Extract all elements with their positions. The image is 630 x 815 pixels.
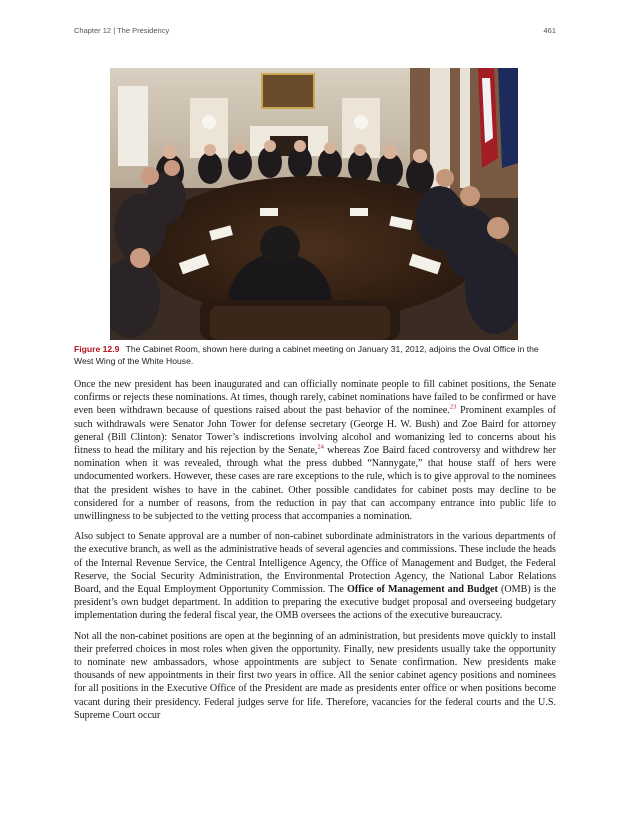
paragraph-1-part-a: Once the new president has been inaugurated and can officially nominate people to fill cabinet positions, the Senate confirms or rejects these nominations. At times, though rarely, cabinet nominations have failed to be confirmed or have even been withdrawn because of questions raised about the past behavior of the nominee. bbox=[74, 379, 556, 417]
chapter-title: Chapter 12 | The Presidency bbox=[74, 26, 170, 35]
page-number: 461 bbox=[543, 26, 556, 35]
paragraph-1-part-c: whereas Zoe Baird faced controversy and withdrew her nomination when it was revealed, through what the press dubbed “Nannygate,” that house staff of hers were undocumented workers. However, these cases are rare exceptions to the rule, which is to give approval to the nominees that the president wishes to have in the cabinet. Other possible candidates for cabinet posts may decline to be considered for a number of reasons, from the reduction in pay that can accompany entrance into public life to unwillingness to be subjected to the vetting process that accompanies a nomination. bbox=[74, 445, 556, 523]
footnote-ref-24[interactable]: 24 bbox=[317, 443, 324, 451]
paragraph-2-part-b: (OMB) is the president’s own budget department. In addition to preparing the executive budget proposal and overseeing budgetary implementation during the federal fiscal year, the OMB oversees the actions of the executive bureaucracy. bbox=[74, 584, 556, 622]
figure-caption-text: The Cabinet Room, shown here during a cabinet meeting on January 31, 2012, adjoins the Oval Office in the West Wing of the White House. bbox=[74, 344, 539, 366]
footnote-ref-23[interactable]: 23 bbox=[449, 404, 457, 412]
cabinet-room-photo bbox=[110, 68, 518, 340]
paragraph-3: Not all the non-cabinet positions are open at the beginning of an administration, but presidents move quickly to install their preferred choices in most roles when given the opportunity. Finally, new presidents usually take the opportunity to nominate new ambassadors, whose appointments are subject to Senate confirmation. New presidents make thousands of new appointments in their first two years in office. All the senior cabinet agency positions and nominees for all positions in the Executive Office of the President are made as presidents enter office or when positions become vacant during their presidency. Federal judges serve for life. Therefore, vacancies for the federal courts and the U.S. Supreme Court occur bbox=[74, 630, 556, 721]
paragraph-2-part-a: Also subject to Senate approval are a number of non-cabinet subordinate administrators in the various departments of the executive branch, as well as the administrative heads of several agencies and commissions. These include the heads of the Internal Revenue Service, the Central Intelligence Agency, the Office of Management and Budget, the Federal Reserve, the Social Security Administration, the Environmental Protection Agency, the National Labor Relations Board, and the Equal Employment Opportunity Commission. The bbox=[74, 531, 556, 596]
paragraph-1 bbox=[74, 378, 556, 523]
body-text bbox=[74, 378, 556, 729]
key-term-omb: Office of Management and Budget bbox=[347, 584, 498, 596]
figure-caption bbox=[74, 343, 556, 367]
paragraph-1-part-b: Prominent examples of such withdrawals were Senator John Tower for defense secretary (George H. W. Bush) and Zoe Baird for attorney general (Bill Clinton): Senator Tower’s indiscretions involving alcohol and womanizing led to concerns about his fitness to head the military and his rejection by the Senate, bbox=[74, 405, 556, 457]
paragraph-2 bbox=[74, 530, 556, 622]
figure-label: Figure 12.9 bbox=[74, 344, 120, 354]
running-header bbox=[74, 26, 556, 35]
